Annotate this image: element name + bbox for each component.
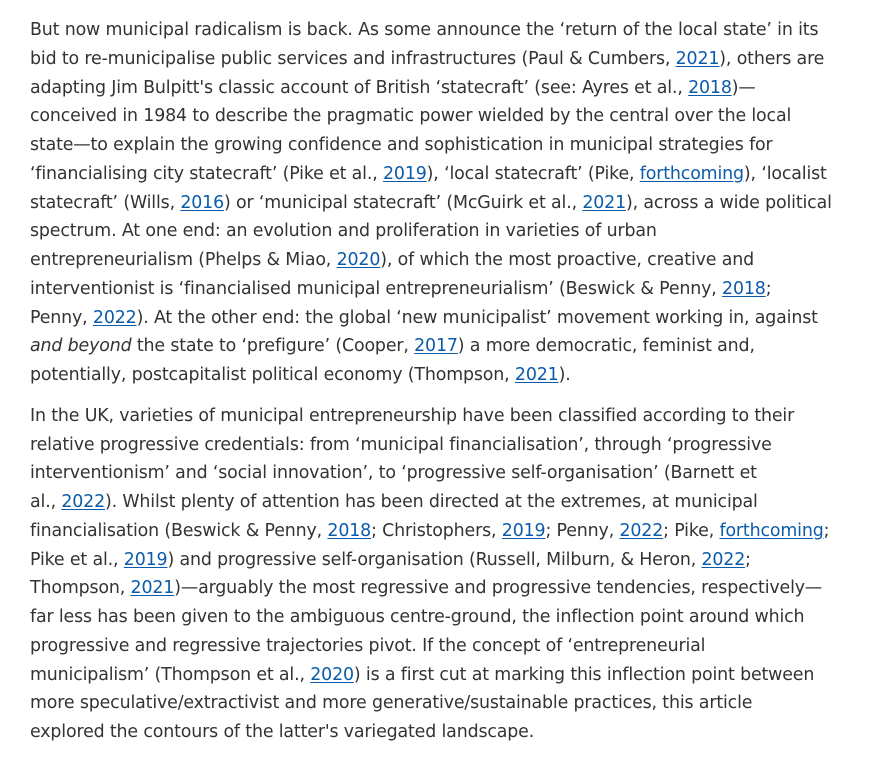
text-line [30, 16, 870, 45]
text-line [30, 74, 870, 103]
citation-year-link[interactable]: 2021 [582, 192, 627, 213]
article-body [30, 16, 870, 747]
citation-year-link[interactable]: 2022 [619, 520, 664, 541]
body-text: ). [558, 365, 571, 385]
body-text: ; [745, 549, 751, 570]
text-line [30, 661, 870, 690]
citation-year-link[interactable]: 2021 [675, 48, 720, 69]
body-text: In the UK, varieties of municipal entrepreneurship have been classified according to their [30, 405, 795, 426]
body-text: Thompson, [30, 578, 131, 599]
citation-year-link[interactable]: 2021 [130, 578, 175, 599]
body-text: ). Whilst plenty of attention has been directed at the extremes, at municipal [105, 492, 758, 512]
citation-year-link[interactable]: 2020 [310, 664, 354, 685]
text-line [30, 517, 870, 546]
body-text: ), across a wide political [626, 192, 832, 213]
citation-year-link[interactable]: 2019 [501, 520, 546, 541]
text-line [30, 246, 870, 275]
body-text: ‘financialising city statecraft’ (Pike et al., [30, 163, 383, 184]
text-line [30, 431, 870, 460]
citation-year-link[interactable]: 2020 [336, 250, 381, 270]
body-text: financialisation (Beswick & Penny, [30, 520, 328, 541]
text-line [30, 603, 870, 632]
body-text: state—to explain the growing confidence and sophistication in municipal strategies for [30, 135, 773, 155]
body-text: ), others are [719, 48, 825, 69]
body-text: potentially, postcapitalist political economy (Thompson, [30, 365, 515, 385]
body-text: ) and progressive self-organisation (Russell, Milburn, & Heron, [167, 549, 702, 570]
body-text: ; Pike, [663, 520, 720, 541]
body-text: progressive and regressive trajectories pivot. If the concept of ‘entrepreneurial [30, 635, 706, 656]
body-text: statecraft’ (Wills, [30, 192, 181, 213]
body-text: interventionist is ‘financialised municipal entrepreneurialism’ (Beswick & Penny, [30, 278, 723, 299]
body-text: relative progressive credentials: from ‘municipal financialisation’, through ‘progressive [30, 434, 772, 455]
body-text: spectrum. At one end: an evolution and proliferation in varieties of urban [30, 221, 657, 242]
body-text: more speculative/extractivist and more generative/sustainable practices, this article [30, 693, 753, 714]
citation-year-link[interactable]: 2019 [383, 163, 427, 184]
text-line [30, 718, 870, 747]
citation-year-link[interactable]: 2018 [327, 520, 372, 541]
citation-year-link[interactable]: 2022 [61, 492, 105, 512]
citation-forthcoming-link[interactable]: forthcoming [719, 520, 824, 541]
body-text: But now municipal radicalism is back. As some announce the ‘return of the local state’ in its [30, 20, 819, 40]
body-text: ; [823, 520, 830, 541]
citation-year-link[interactable]: 2022 [701, 549, 746, 570]
text-line [30, 574, 870, 603]
text-line [30, 217, 870, 246]
body-text: bid to re-municipalise public services and infrastructures (Paul & Cumbers, [30, 48, 676, 69]
text-line [30, 402, 870, 431]
paragraph [30, 16, 870, 390]
citation-year-link[interactable]: 2017 [414, 336, 458, 357]
text-line [30, 632, 870, 661]
body-text: municipalism’ (Thompson et al., [30, 664, 311, 685]
citation-year-link[interactable]: 2016 [180, 192, 224, 213]
body-text: ; [765, 278, 772, 299]
text-line [30, 546, 870, 575]
body-text: ), ‘local statecraft’ (Pike, [426, 163, 640, 184]
text-line [30, 488, 870, 517]
body-text: interventionism’ and ‘social innovation’, to ‘progressive self-organisation’ (Barnett et [30, 463, 757, 484]
body-text: ) is a first cut at marking this inflection point between [353, 664, 815, 685]
body-text: explored the contours of the latter's variegated landscape. [30, 722, 535, 742]
paragraph [30, 402, 870, 747]
body-text: ), ‘localist [743, 163, 827, 184]
text-line [30, 45, 870, 74]
body-text: entrepreneurialism (Phelps & Miao, [30, 250, 337, 270]
body-text: al., [30, 492, 62, 512]
text-line [30, 189, 870, 218]
text-line [30, 102, 870, 131]
body-text: Penny, [30, 307, 93, 328]
body-text: ; Christophers, [371, 520, 502, 541]
citation-year-link[interactable]: 2021 [514, 365, 559, 385]
body-text: )—arguably the most regressive and progressive tendencies, respectively— [174, 578, 823, 599]
text-line [30, 689, 870, 718]
text-line [30, 160, 870, 189]
body-text: the state to ‘prefigure’ (Cooper, [131, 336, 415, 357]
body-text: )— [731, 77, 756, 98]
body-text: ), of which the most proactive, creative and [380, 250, 754, 270]
text-line [30, 332, 870, 361]
text-line [30, 304, 870, 333]
text-line [30, 275, 870, 304]
text-line [30, 361, 870, 390]
body-text: ). At the other end: the global ‘new municipalist’ movement working in, against [136, 307, 818, 328]
body-text: ) a more democratic, feminist and, [457, 336, 755, 357]
citation-year-link[interactable]: 2022 [92, 307, 137, 328]
citation-year-link[interactable]: 2018 [688, 77, 732, 98]
citation-forthcoming-link[interactable]: forthcoming [639, 163, 744, 184]
citation-year-link[interactable]: 2018 [722, 278, 766, 299]
body-text: Pike et al., [30, 549, 124, 570]
body-text: adapting Jim Bulpitt's classic account of British ‘statecraft’ (see: Ayres et al., [30, 77, 689, 98]
citation-year-link[interactable]: 2019 [123, 549, 168, 570]
text-line [30, 459, 870, 488]
body-text: ; Penny, [545, 520, 620, 541]
text-line [30, 131, 870, 160]
body-text: ) or ‘municipal statecraft’ (McGuirk et al., [224, 192, 583, 213]
body-text: conceived in 1984 to describe the pragmatic power wielded by the central over the local [30, 106, 792, 127]
body-text: far less has been given to the ambiguous centre-ground, the inflection point around which [30, 607, 805, 627]
emphasis-text: and beyond [30, 336, 132, 357]
